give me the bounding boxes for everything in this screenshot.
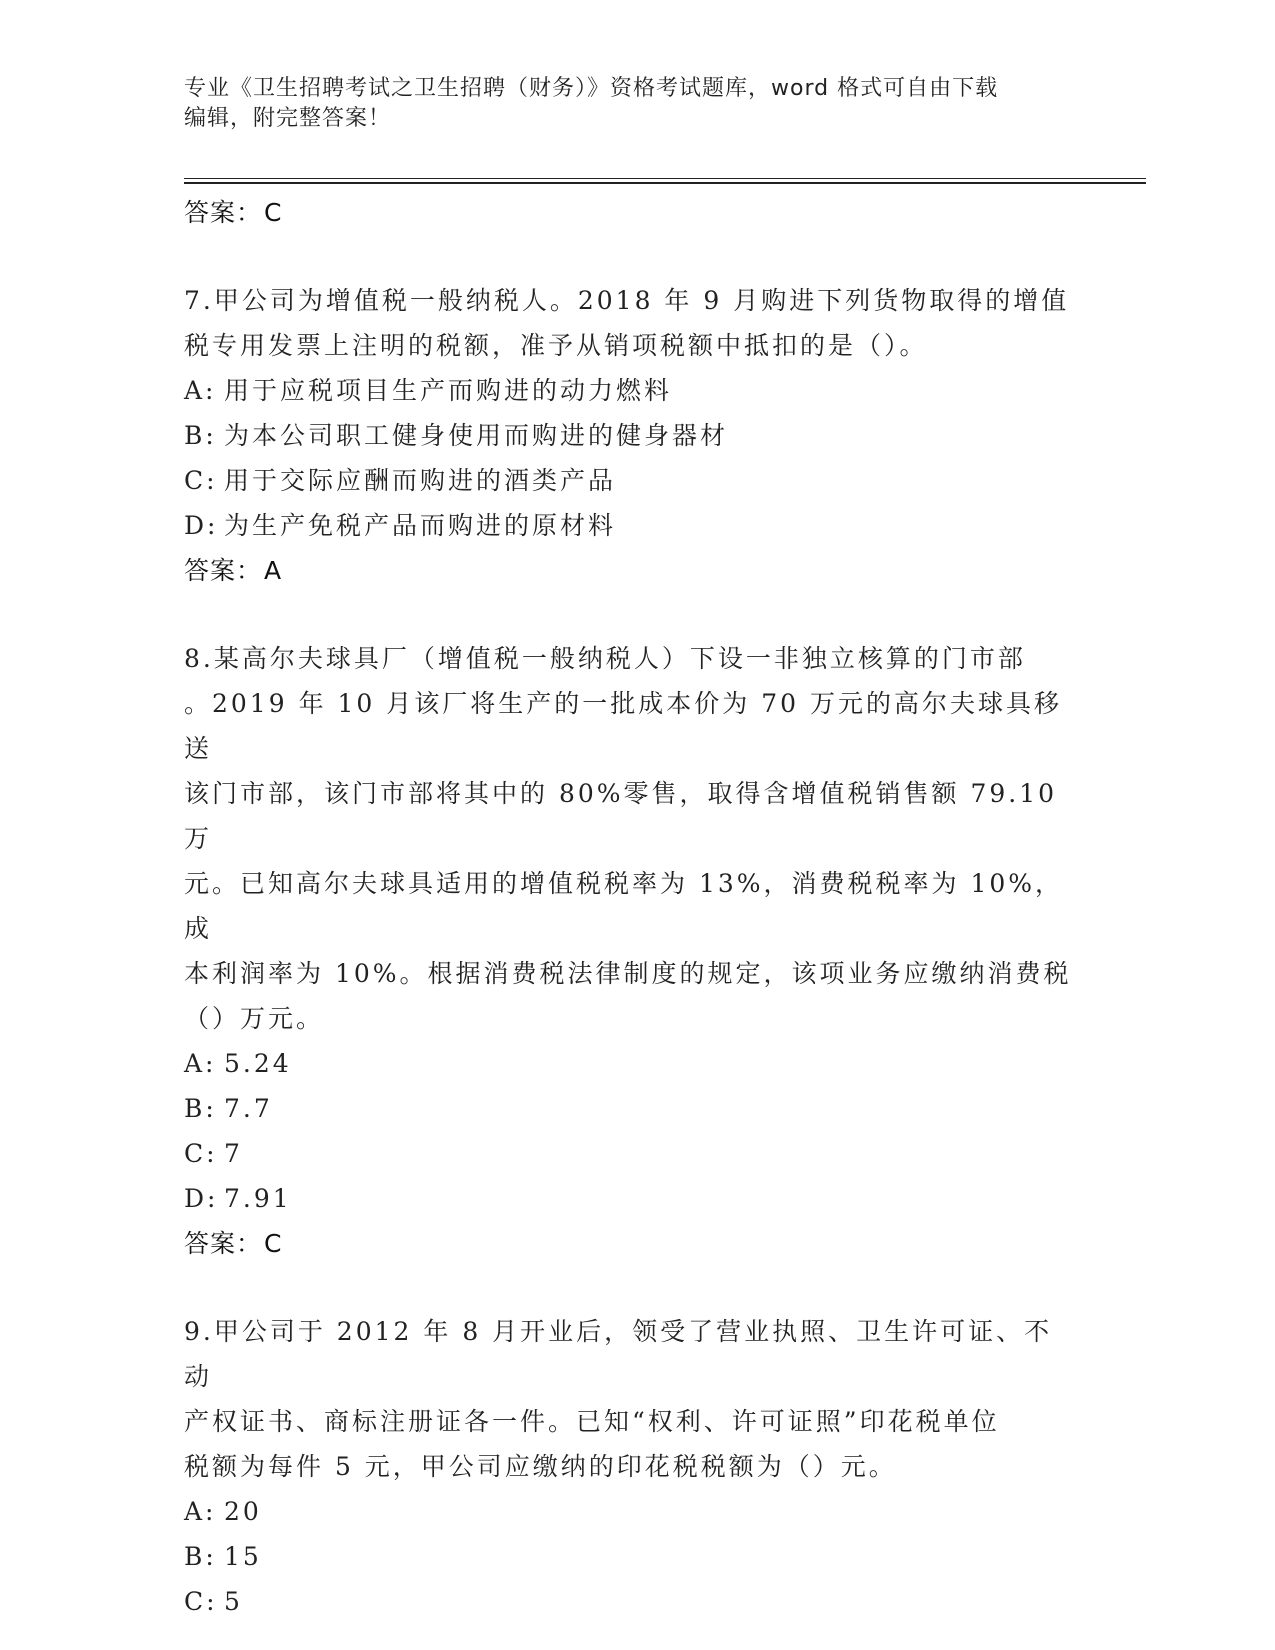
question-text-line: 元。已知高尔夫球具适用的增值税税率为 13%，消费税税率为 10%，成	[184, 869, 1064, 943]
answer-line	[184, 190, 1084, 236]
option-letter: D:	[184, 1184, 219, 1213]
answer-label: 答案：	[184, 556, 263, 585]
option-letter: B:	[184, 1094, 217, 1123]
question-9	[184, 1309, 1074, 1489]
option-letter: D:	[184, 511, 219, 540]
option-text: 7.91	[224, 1184, 292, 1213]
question-text-line: 该门市部，该门市部将其中的 80%零售，取得含增值税销售额 79.10 万	[184, 779, 1058, 853]
option-text: 7.7	[224, 1094, 273, 1123]
spacer	[184, 594, 1084, 636]
document-header	[184, 74, 1064, 134]
option-text: 为生产免税产品而购进的原材料	[224, 511, 617, 540]
header-divider-thick	[184, 182, 1146, 184]
option-text: 15	[224, 1542, 262, 1571]
answer-line	[184, 548, 1084, 594]
question-8	[184, 636, 1074, 1041]
answer-label: 答案：	[184, 198, 263, 227]
option-letter: C:	[184, 1587, 218, 1616]
header-line-1: 专业《卫生招聘考试之卫生招聘（财务）》资格考试题库，word 格式可自由下载	[184, 76, 999, 101]
question-text-line: 本利润率为 10%。根据消费税法律制度的规定，该项业务应缴纳消费税	[184, 959, 1072, 988]
question-text-line: 8.某高尔夫球具厂（增值税一般纳税人）下设一非独立核算的门市部	[184, 644, 1026, 673]
option-letter: B:	[184, 1542, 217, 1571]
option-text: 5.24	[224, 1049, 292, 1078]
spacer	[184, 236, 1084, 278]
answer-value: A	[264, 556, 283, 585]
option-letter: A:	[184, 1049, 217, 1078]
option-letter: A:	[184, 1497, 217, 1526]
option-d	[184, 503, 1084, 548]
answer-line	[184, 1221, 1084, 1267]
option-c	[184, 458, 1084, 503]
question-content	[184, 190, 1084, 1624]
option-text: 为本公司职工健身使用而购进的健身器材	[224, 421, 729, 450]
option-text: 5	[224, 1587, 243, 1616]
answer-value: C	[264, 198, 283, 227]
question-text-line: 产权证书、商标注册证各一件。已知“权利、许可证照”印花税单位	[184, 1407, 1000, 1436]
option-a	[184, 1489, 1084, 1534]
option-a	[184, 368, 1084, 413]
answer-value: C	[264, 1229, 283, 1258]
question-text-line: 税专用发票上注明的税额，准予从销项税额中抵扣的是（）。	[184, 331, 928, 360]
question-text-line: （）万元。	[184, 1004, 325, 1033]
answer-label: 答案：	[184, 1229, 263, 1258]
spacer	[184, 1267, 1084, 1309]
option-c	[184, 1131, 1084, 1176]
option-text: 20	[224, 1497, 262, 1526]
header-line-2: 编辑，附完整答案！	[184, 106, 392, 131]
option-letter: C:	[184, 466, 218, 495]
option-letter: A:	[184, 376, 217, 405]
question-text-line: 税额为每件 5 元，甲公司应缴纳的印花税税额为（）元。	[184, 1452, 897, 1481]
option-letter: C:	[184, 1139, 218, 1168]
option-b	[184, 413, 1084, 458]
option-b	[184, 1534, 1084, 1579]
option-text: 7	[224, 1139, 243, 1168]
option-text: 用于交际应酬而购进的酒类产品	[224, 466, 617, 495]
option-a	[184, 1041, 1084, 1086]
option-c	[184, 1579, 1084, 1624]
header-divider-thin	[184, 178, 1146, 179]
option-letter: B:	[184, 421, 217, 450]
option-d	[184, 1176, 1084, 1221]
option-text: 用于应税项目生产而购进的动力燃料	[224, 376, 673, 405]
question-text-line: 7.甲公司为增值税一般纳税人。2018 年 9 月购进下列货物取得的增值	[184, 286, 1070, 315]
question-text-line: 。2019 年 10 月该厂将生产的一批成本价为 70 万元的高尔夫球具移送	[184, 689, 1062, 763]
question-7	[184, 278, 1074, 368]
question-text-line: 9.甲公司于 2012 年 8 月开业后，领受了营业执照、卫生许可证、不动	[184, 1317, 1053, 1391]
option-b	[184, 1086, 1084, 1131]
